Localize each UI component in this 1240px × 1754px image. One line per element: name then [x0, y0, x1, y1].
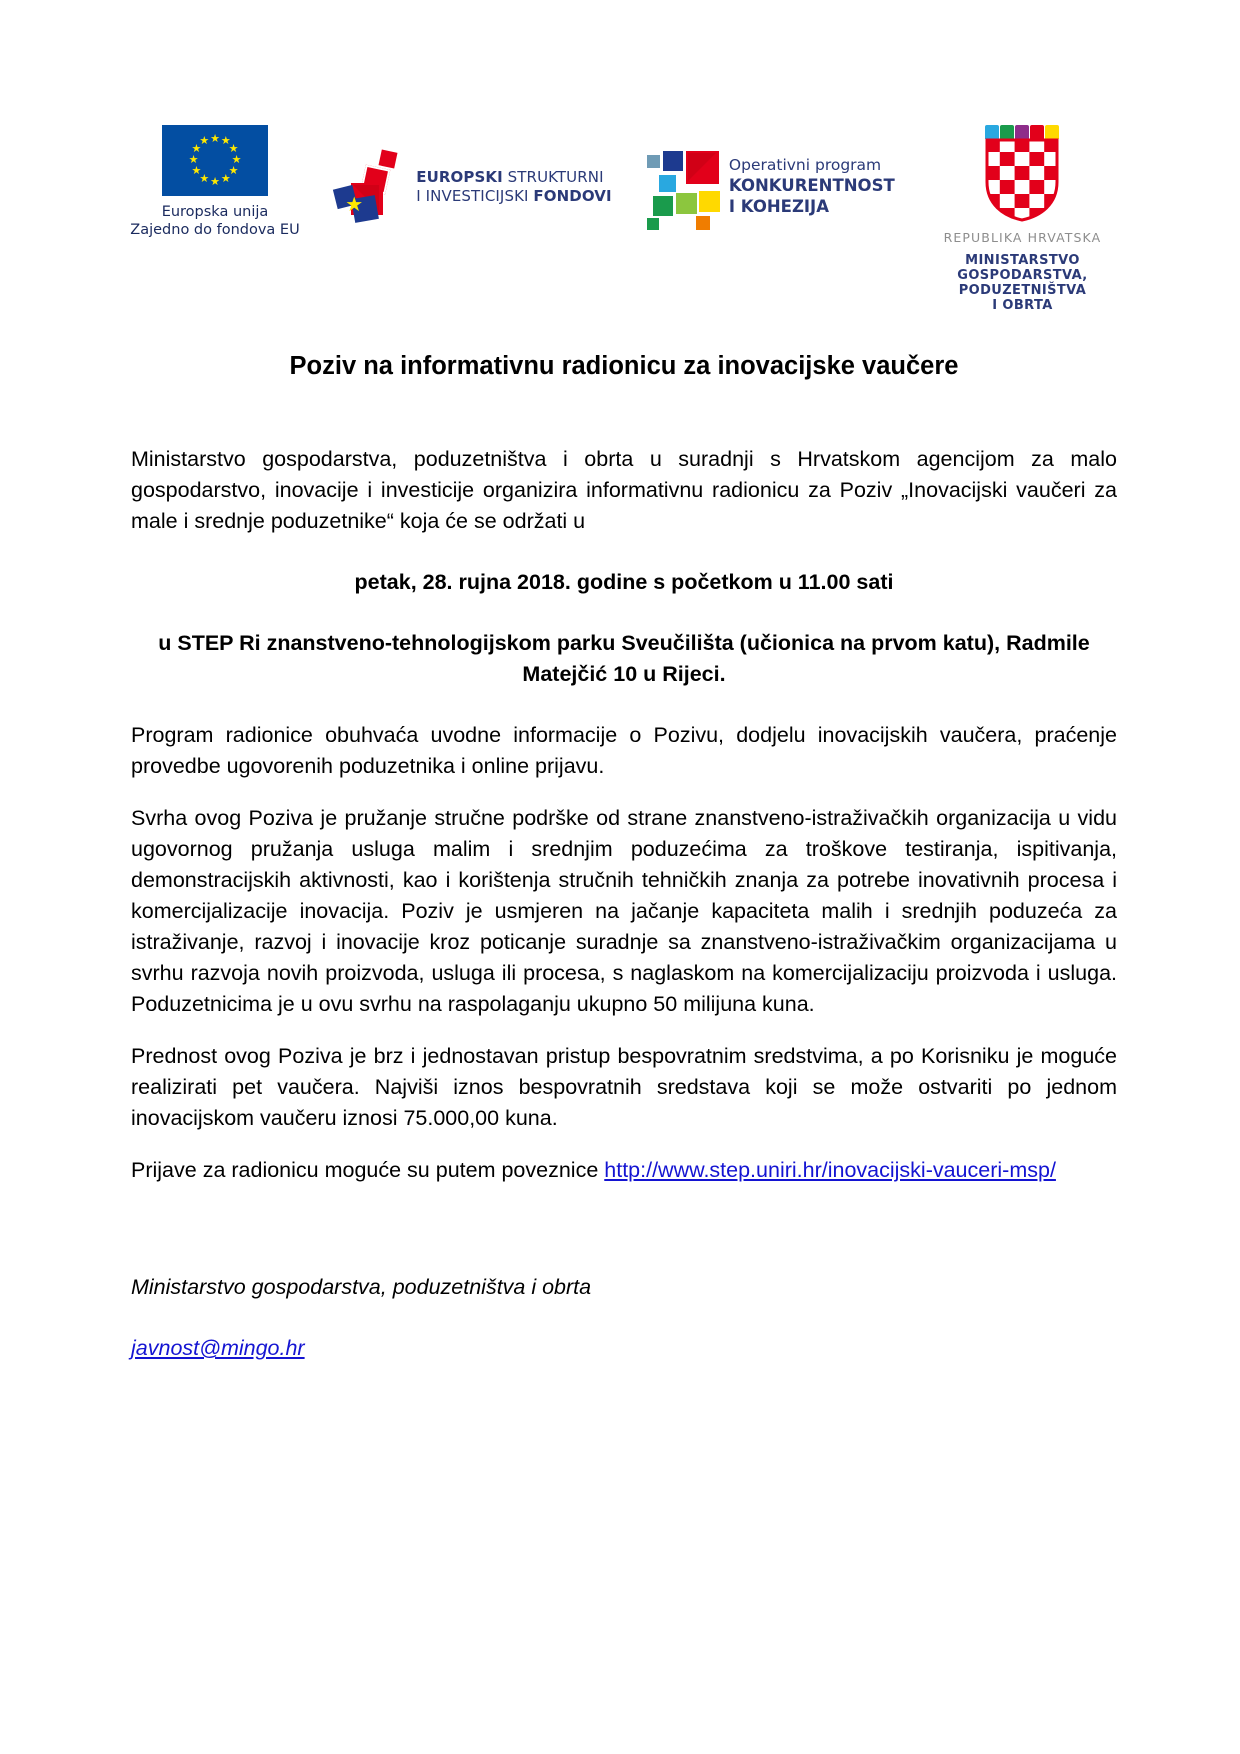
ministry-line1: MINISTARSTVO [965, 253, 1080, 268]
esi-funds-logo [335, 125, 611, 223]
logo-bar [130, 125, 1115, 313]
esi-text-fondovi: FONDOVI [533, 187, 612, 205]
croatian-crown-icon [985, 125, 1059, 139]
intro-paragraph: Ministarstvo gospodarstva, poduzetništva i obrta u suradnji s Hrvatskom agencijom za malo gospodarstvo, inovacije i investicije organizira informativnu radionicu za Poziv „Inovacijski vaučeri za male i srednje poduzetnike“ koja će se održati u [131, 447, 1117, 533]
eu-star-icon: ★ [210, 175, 220, 188]
email-link[interactable]: javnost@mingo.hr [131, 1336, 305, 1360]
esi-squares-icon: ★ [335, 151, 409, 223]
eu-star-icon: ★ [199, 172, 210, 185]
eu-star-icon: ★ [220, 172, 231, 185]
ministry-label [957, 253, 1087, 313]
eu-caption-line2: Zajedno do fondova EU [130, 222, 300, 238]
eu-star-icon: ★ [231, 154, 242, 166]
op-text-line1: Operativni program [728, 156, 882, 174]
eu-star-icon: ★ [228, 143, 239, 156]
eu-star-icon: ★ [188, 154, 199, 166]
spacer [131, 782, 1117, 803]
esi-logo-text [416, 168, 611, 206]
contact-email-line [131, 1333, 1117, 1364]
ministry-line3: PODUZETNIŠTVA [958, 283, 1087, 298]
eu-star-icon: ★ [199, 135, 210, 148]
spacer [131, 1020, 1117, 1041]
advantage-paragraph: Prednost ovog Poziva je brz i jednostavan pristup bespovratnim sredstvima, a po Korisniku je moguće realizirati pet vaučera. Najviši iznos bespovratnih sredstava koji se može ostvariti po jednom inovacijskom vaučeru iznosi 75.000,00 kuna. [131, 1044, 1117, 1130]
ministry-line4: I OBRTA [992, 298, 1053, 313]
eu-flag-logo [130, 125, 300, 239]
eu-caption-line1: Europska unija [161, 204, 269, 220]
spacer [131, 690, 1117, 720]
eu-flag-icon [162, 125, 268, 196]
spacer [131, 382, 1117, 444]
croatian-coat-of-arms-icon [985, 138, 1059, 222]
purpose-paragraph: Svrha ovog Poziva je pružanje stručne podrške od strane znanstveno-istraživačkih organizacija u vidu ugovornog pružanja usluga malim i srednjim poduzećima za troškove testiranja, ispitivanja, demonstracijskih aktivnosti, kao i korištenja stručnih tehničkih znanja za potrebe inovativnih procesa i komercijalizacije inovacija. Poziv je usmjeren na jačanje kapaciteta malih i srednjih poduzeća za istraživanje, razvoj i inovacije kroz poticanje suradnje sa znanstveno-istraživačkim organizacijama u svrhu razvoja novih proizvoda, usluga ili procesa, s naglaskom na komercijalizaciju proizvoda i usluga. Poduzetnicima je u ovu svrhu na raspolaganju ukupno 50 milijuna kuna. [131, 806, 1117, 1016]
republic-label: REPUBLIKA HRVATSKA [943, 230, 1102, 245]
eu-star-icon: ★ [228, 164, 239, 177]
esi-text-investicijski: I INVESTICIJSKI [416, 187, 529, 205]
op-squares-icon [647, 149, 719, 223]
croatia-ministry-logo [930, 125, 1115, 313]
op-text-line3: I KOHEZIJA [728, 197, 829, 216]
registration-link[interactable]: http://www.step.uniri.hr/inovacijski-vauceri-msp/ [604, 1158, 1056, 1182]
op-logo-text [729, 155, 895, 217]
op-competitiveness-logo [647, 125, 895, 223]
page-title: Poziv na informativnu radionicu za inovacijske vaučere [289, 352, 959, 380]
spacer [131, 1186, 1117, 1272]
signature-line: Ministarstvo gospodarstva, poduzetništva i obrta [131, 1275, 592, 1299]
registration-prefix-text: Prijave za radionicu moguće su putem poveznice [131, 1158, 605, 1182]
eu-logo-caption [130, 203, 299, 239]
spacer [131, 1303, 1117, 1333]
ministry-line2: GOSPODARSTVA, [957, 268, 1088, 283]
event-location-line: u STEP Ri znanstveno-tehnologijskom parku Sveučilišta (učionica na prvom katu), Radmile Matejčić 10 u Rijeci. [158, 631, 1090, 686]
spacer [131, 537, 1117, 567]
event-date-line: petak, 28. rujna 2018. godine s početkom u 11.00 sati [354, 570, 894, 594]
registration-paragraph [131, 1155, 1117, 1186]
spacer [131, 1134, 1117, 1155]
eu-star-icon: ★ [191, 164, 202, 177]
eu-star-icon: ★ [191, 143, 202, 156]
spacer [131, 598, 1117, 628]
esi-text-strukturni: STRUKTURNI [507, 168, 604, 186]
eu-star-icon: ★ [220, 135, 231, 148]
eu-star-icon: ★ [210, 132, 220, 145]
op-text-line2: KONKURENTNOST [728, 176, 895, 195]
document-body [131, 350, 1117, 1364]
esi-text-europski: EUROPSKI [416, 168, 503, 186]
program-paragraph: Program radionice obuhvaća uvodne informacije o Pozivu, dodjelu inovacijskih vaučera, praćenje provedbe ugovorenih poduzetnika i online prijavu. [131, 723, 1117, 778]
